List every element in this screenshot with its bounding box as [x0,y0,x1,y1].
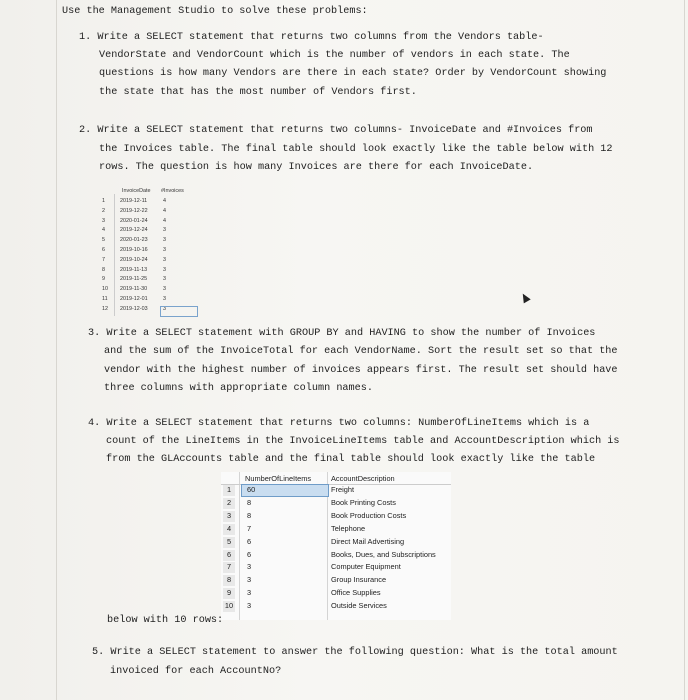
q3-line-2: and the sum of the InvoiceTotal for each VendorName. Sort the result set so that the [104,346,618,357]
row-number: 4 [102,227,105,234]
row-number: 5 [223,537,235,548]
table-row [100,198,198,208]
invoice-count-cell: 3 [163,256,166,263]
q4-line-4: below with 10 rows: [107,615,224,626]
account-description-cell: Group Insurance [331,575,387,585]
invoice-count-cell: 3 [163,305,166,312]
table-row [221,485,451,497]
q1-line-3: questions is how many Vendors are there in each state? Order by VendorCount showing [99,68,607,79]
table-row [221,588,451,600]
account-description-cell: Freight [331,485,355,494]
invoice-count-cell: 3 [163,296,166,302]
q1-line-2: VendorState and VendorCount which is the number of vendors in each state. The [99,50,570,61]
row-number: 2 [223,498,235,509]
q3-line-3: vendor with the highest number of invoices appears first. The result set should have [104,365,618,376]
q2-line-3: rows. The question is how many Invoices are there for each InvoiceDate. [99,162,534,173]
row-number: 1 [102,198,105,204]
invoice-count-cell: 4 [163,198,166,204]
line-item-count-cell: 60 [247,485,256,494]
line-item-count-cell: 3 [247,588,252,598]
table-row [100,276,198,286]
row-number: 6 [102,247,105,253]
invoice-date-cell: 2019-12-11 [120,198,148,204]
invoice-count-cell: 3 [163,227,166,234]
invoice-date-cell: 2019-12-24 [120,227,148,234]
table-row [100,296,198,306]
account-description-cell: Book Printing Costs [331,497,396,507]
invoice-date-cell: 2019-11-30 [120,286,148,293]
header-invoice-count: #Invoices [161,188,184,194]
header-number-of-line-items: NumberOfLineItems [245,474,312,483]
table-row [100,247,198,257]
row-number: 8 [102,266,105,273]
account-description-cell: Office Supplies [331,588,381,598]
selected-cell [160,306,198,317]
invoice-date-cell: 2020-01-24 [120,217,148,224]
row-number: 3 [102,217,105,224]
intro-text: Use the Management Studio to solve these problems: [62,6,368,17]
invoice-date-cell: 2020-01-23 [120,237,148,244]
invoice-results-table [100,188,198,318]
table-row [221,575,451,587]
row-number: 11 [102,296,108,302]
row-number: 3 [223,511,235,522]
invoice-count-cell: 3 [163,276,166,283]
line-item-count-cell: 3 [247,601,252,611]
q4-line-3: from the GLAccounts table and the final table should look exactly like the table [106,454,596,465]
invoice-date-cell: 2019-12-03 [120,305,148,312]
row-number: 8 [223,575,235,586]
line-item-count-cell: 6 [247,549,252,559]
invoice-date-cell: 2019-12-01 [120,296,148,302]
q3-line-4: three columns with appropriate column names. [104,383,373,394]
invoice-count-cell: 3 [163,286,166,293]
row-number: 9 [223,588,235,599]
page-right-edge [684,0,685,700]
q5-line-2: invoiced for each AccountNo? [110,666,282,677]
account-description-cell: Telephone [331,523,366,533]
row-number: 1 [223,485,235,496]
q2-line-2: the Invoices table. The final table should look exactly like the table below with 12 [99,144,613,155]
invoice-count-cell: 3 [163,266,166,273]
row-number: 7 [223,562,235,573]
q3-line-1: 3. Write a SELECT statement with GROUP BY and HAVING to show the number of Invoices [88,328,596,339]
invoice-count-cell: 3 [163,237,166,244]
mouse-cursor-icon [519,292,530,304]
table-row [221,550,451,562]
line-items-results-table [221,472,451,620]
table-row [221,601,451,613]
row-number: 10 [102,286,108,293]
table-row [100,237,198,247]
table-row [100,257,198,267]
table-row [221,524,451,536]
q5-line-1: 5. Write a SELECT statement to answer the following question: What is the total amount [92,647,618,658]
invoice-date-cell: 2019-11-13 [120,266,148,273]
line-item-count-cell: 8 [247,497,252,507]
invoice-count-cell: 4 [163,217,166,224]
row-number: 2 [102,207,105,214]
invoice-date-cell: 2019-10-24 [120,256,148,263]
row-number: 10 [224,601,234,611]
q1-line-4: the state that has the most number of Vendors first. [99,87,417,98]
table-row [221,498,451,510]
invoice-count-cell: 4 [163,207,166,214]
q4-line-1: 4. Write a SELECT statement that returns two columns: NumberOfLineItems which is a [88,418,590,429]
table-row [100,208,198,218]
line-item-count-cell: 3 [247,562,252,572]
q2-line-1: 2. Write a SELECT statement that returns two columns- InvoiceDate and #Invoices from [79,125,593,136]
row-number: 6 [223,550,235,561]
account-description-cell: Outside Services [331,601,387,611]
row-number: 9 [102,276,105,283]
line-item-count-cell: 3 [247,575,252,585]
account-description-cell: Books, Dues, and Subscriptions [331,549,436,559]
table-row [100,267,198,277]
table-row [100,286,198,296]
account-description-cell: Book Production Costs [331,510,407,520]
row-number: 7 [102,256,105,263]
q4-line-2: count of the LineItems in the InvoiceLineItems table and AccountDescription which is [106,436,620,447]
line-item-count-cell: 6 [247,536,252,546]
invoice-date-cell: 2019-10-16 [120,247,148,253]
row-number: 12 [102,305,108,312]
table-row [100,218,198,228]
line-item-count-cell: 8 [247,510,252,520]
table-row [100,227,198,237]
account-description-cell: Computer Equipment [331,562,401,572]
account-description-cell: Direct Mail Advertising [331,536,405,546]
header-invoice-date: InvoiceDate [122,188,151,194]
header-account-description: AccountDescription [331,474,395,483]
table-row [221,537,451,549]
line-item-count-cell: 7 [247,523,252,533]
invoice-count-cell: 3 [163,247,166,253]
q1-line-1: 1. Write a SELECT statement that returns two columns from the Vendors table- [79,32,544,43]
invoice-date-cell: 2019-11-25 [120,276,148,283]
invoice-date-cell: 2019-12-22 [120,207,148,214]
page-left-edge [56,0,57,700]
table-header [100,188,198,197]
row-number: 4 [223,524,235,535]
table-row [221,562,451,574]
row-number: 5 [102,237,105,244]
table-row [221,511,451,523]
